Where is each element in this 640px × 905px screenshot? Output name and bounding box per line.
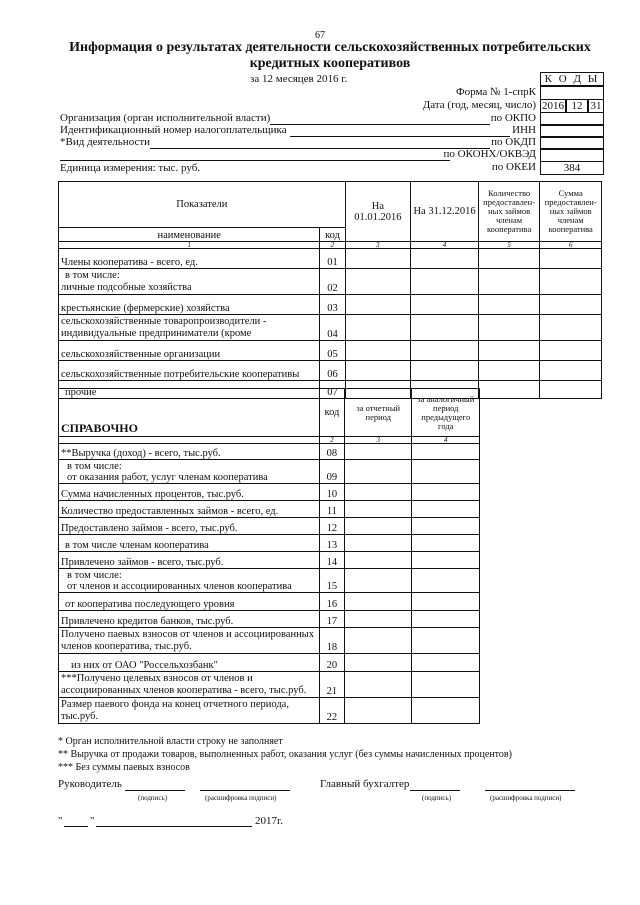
row-code: 07 <box>320 381 345 399</box>
row-name <box>59 672 320 698</box>
cell[interactable] <box>412 535 480 552</box>
row-code: 03 <box>320 295 345 315</box>
date-quote-close: " <box>90 815 95 827</box>
accountant-signature-caption: (подпись) <box>422 794 452 802</box>
org-field[interactable] <box>270 124 490 125</box>
inn-label-left: Идентификационный номер налогоплательщика <box>60 124 287 136</box>
sign-year: 2017г. <box>255 815 284 827</box>
row-name <box>59 698 320 724</box>
cell[interactable] <box>345 518 412 535</box>
cell[interactable] <box>345 552 412 569</box>
row-name: Привлечено кредитов банков, тыс.руб. <box>59 611 320 628</box>
reference-table <box>58 388 480 724</box>
inn-label: ИНН <box>512 124 536 136</box>
row-code: 09 <box>319 460 344 484</box>
footnote-1: * Орган исполнительной власти строку не заполняет <box>58 736 283 747</box>
cell[interactable] <box>540 315 602 341</box>
idx2-blank <box>59 437 320 444</box>
reporting-period: за 12 месяцев 2016 г. <box>250 73 348 85</box>
row-main: членов кооператива, тыс.руб. <box>61 641 192 652</box>
cell[interactable] <box>478 341 540 361</box>
cell[interactable] <box>540 381 602 399</box>
head-decoding-line[interactable] <box>200 790 290 791</box>
h2-code: код <box>319 389 344 437</box>
row-name: крестьянские (фермерские) хозяйства <box>59 295 320 315</box>
row-main: индивидуальные предприниматели (кроме <box>61 328 252 339</box>
accountant-decoding-caption: (расшифровка подписи) <box>490 794 562 802</box>
cell[interactable] <box>345 698 412 724</box>
table-row <box>59 269 602 295</box>
table-row <box>59 249 602 269</box>
table-row <box>59 552 480 569</box>
row-name: сельскохозяйственные потребительские кооперативы <box>59 361 320 381</box>
table-row <box>59 628 480 654</box>
row-pre: Размер паевого фонда на конец отчетного периода, <box>61 699 289 710</box>
form-label: Форма № 1-спрК <box>455 86 536 98</box>
page-title <box>40 40 620 72</box>
chief-accountant-label: Главный бухгалтер <box>320 778 410 790</box>
h-name: наименование <box>59 228 320 242</box>
date-quote-open: " <box>58 815 63 827</box>
cell[interactable] <box>345 654 412 672</box>
okdp-label: по ОКДП <box>491 136 536 148</box>
cell[interactable] <box>345 295 411 315</box>
row-pre: ***Получено целевых взносов от членов и <box>61 673 253 684</box>
cell[interactable] <box>411 269 479 295</box>
row-pre: в том числе: <box>67 461 122 472</box>
row-code: 20 <box>319 654 344 672</box>
okei-label: по ОКЕИ <box>491 161 536 173</box>
row-name: Количество предоставленных займов - всего, ед. <box>59 501 320 518</box>
cell[interactable] <box>540 295 602 315</box>
unit-label: Единица измерения: тыс. руб. <box>60 162 201 174</box>
cell[interactable] <box>411 249 479 269</box>
h-code: код <box>320 228 345 242</box>
row-name: Сумма начисленных процентов, тыс.руб. <box>59 484 320 501</box>
footnote-2: ** Выручка от продажи товаров, выполненных работ, оказания услуг (без суммы начисленных процентов) <box>58 749 512 760</box>
okonh-code-box[interactable] <box>540 148 604 162</box>
cell[interactable] <box>345 672 412 698</box>
row-code: 11 <box>319 501 344 518</box>
table-row <box>59 518 480 535</box>
cell[interactable] <box>412 611 480 628</box>
head-label: Руководитель <box>58 778 122 790</box>
inn-field[interactable] <box>290 136 510 137</box>
date-year[interactable]: 2016 <box>542 100 564 112</box>
cell[interactable] <box>345 444 412 460</box>
row-code: 21 <box>319 672 344 698</box>
date-month[interactable]: 12 <box>566 99 588 113</box>
row-code: 04 <box>320 315 345 341</box>
cell[interactable] <box>412 501 480 518</box>
idx2-3: 3 <box>345 437 412 444</box>
table-row <box>59 484 480 501</box>
row-code: 01 <box>320 249 345 269</box>
table-row <box>59 672 480 698</box>
title-line-1: Информация о результатах деятельности сельскохозяйственных потребительских <box>69 40 591 55</box>
table-row <box>59 654 480 672</box>
row-name: в том числе членам кооператива <box>59 535 320 552</box>
h-count: Количество предоставлен-ных займов членам кооператива <box>478 182 540 242</box>
row-pre: Получено паевых взносов от членов и ассоциированных <box>61 629 314 640</box>
h-date1: На 01.01.2016 <box>345 182 411 242</box>
row-code: 05 <box>320 341 345 361</box>
cell[interactable] <box>478 315 540 341</box>
row-code: 18 <box>319 628 344 654</box>
cell[interactable] <box>412 698 480 724</box>
cell[interactable] <box>345 535 412 552</box>
table-row <box>59 501 480 518</box>
cell[interactable] <box>345 611 412 628</box>
row-code: 02 <box>320 269 345 295</box>
idx-1: 1 <box>59 242 320 249</box>
row-code: 12 <box>319 518 344 535</box>
org-label: Организация (орган исполнительной власти) <box>60 112 271 124</box>
row-name <box>59 569 320 593</box>
date-label: Дата (год, месяц, число) <box>422 99 536 111</box>
footnotes <box>58 735 512 774</box>
row-main: ассоциированных членов кооператива - всего, тыс.руб. <box>61 685 307 696</box>
cell[interactable] <box>478 295 540 315</box>
row-name: Привлечено займов - всего, тыс.руб. <box>59 552 320 569</box>
table-row <box>59 361 602 381</box>
cell[interactable] <box>540 249 602 269</box>
idx-5: 5 <box>478 242 540 249</box>
idx2-4: 4 <box>412 437 480 444</box>
table-row <box>59 535 480 552</box>
cell[interactable] <box>412 552 480 569</box>
row-name: сельскохозяйственные организации <box>59 341 320 361</box>
row-name: прочие <box>59 381 320 399</box>
cell[interactable] <box>411 295 479 315</box>
row-main: личные подсобные хозяйства <box>61 282 192 293</box>
okpo-label: по ОКПО <box>490 112 536 124</box>
row-code: 15 <box>319 569 344 593</box>
row-code: 10 <box>319 484 344 501</box>
table-row <box>59 295 602 315</box>
cell[interactable] <box>411 341 479 361</box>
row-code: 14 <box>319 552 344 569</box>
row-name: Члены кооператива - всего, ед. <box>59 249 320 269</box>
activity-field-2[interactable] <box>60 160 450 161</box>
head-signature-line[interactable] <box>125 790 185 791</box>
cell[interactable] <box>411 315 479 341</box>
h-sum: Сумма предоставлен-ных займов членам кооператива <box>540 182 602 242</box>
cell[interactable] <box>345 249 411 269</box>
idx2-2: 2 <box>319 437 344 444</box>
row-code: 17 <box>319 611 344 628</box>
table-row <box>59 569 480 593</box>
table-row <box>59 315 602 341</box>
table-row <box>59 341 602 361</box>
row-name: из них от ОАО "Россельхозбанк" <box>59 654 320 672</box>
members-table <box>58 181 602 399</box>
row-code: 22 <box>319 698 344 724</box>
cell[interactable] <box>345 628 412 654</box>
date-day[interactable]: 31 <box>588 99 604 113</box>
cell[interactable] <box>412 444 480 460</box>
reference-title: СПРАВОЧНО <box>59 389 320 437</box>
row-name <box>59 315 320 341</box>
table-row <box>59 593 480 611</box>
codes-header: К О Д Ы <box>540 72 604 86</box>
cell[interactable] <box>345 315 411 341</box>
activity-field[interactable] <box>150 148 490 149</box>
row-name <box>59 460 320 484</box>
cell[interactable] <box>412 484 480 501</box>
idx-3: 3 <box>345 242 411 249</box>
okei-code-box[interactable]: 384 <box>540 161 604 175</box>
row-name: **Выручка (доход) - всего, тыс.руб. <box>59 444 320 460</box>
cell[interactable] <box>345 593 412 611</box>
cell[interactable] <box>345 361 411 381</box>
cell[interactable] <box>412 654 480 672</box>
idx-2: 2 <box>320 242 345 249</box>
page-number: 67 <box>315 30 325 41</box>
activity-label: *Вид деятельности <box>60 136 151 148</box>
row-name: Предоставлено займов - всего, тыс.руб. <box>59 518 320 535</box>
cell[interactable] <box>412 593 480 611</box>
row-pre: сельскохозяйственные товаропроизводители - <box>61 316 267 327</box>
cell[interactable] <box>345 460 412 484</box>
cell[interactable] <box>540 269 602 295</box>
cell[interactable] <box>345 501 412 518</box>
row-pre: в том числе: <box>67 570 122 581</box>
accountant-decoding-line[interactable] <box>485 790 575 791</box>
sign-day-line[interactable] <box>64 826 88 827</box>
cell[interactable] <box>478 249 540 269</box>
sign-month-line[interactable] <box>96 826 252 827</box>
idx-6: 6 <box>540 242 602 249</box>
table-row <box>59 611 480 628</box>
cell[interactable] <box>411 361 479 381</box>
cell[interactable] <box>345 269 411 295</box>
cell[interactable] <box>412 672 480 698</box>
row-code: 16 <box>319 593 344 611</box>
row-code: 08 <box>319 444 344 460</box>
h-indicators: Показатели <box>59 182 346 228</box>
accountant-signature-line[interactable] <box>410 790 460 791</box>
row-main: от оказания работ, услуг членам кооператива <box>67 472 268 483</box>
cell[interactable] <box>478 269 540 295</box>
cell[interactable] <box>478 381 540 399</box>
cell[interactable] <box>412 628 480 654</box>
cell[interactable] <box>412 569 480 593</box>
row-name <box>59 269 320 295</box>
table-row <box>59 444 480 460</box>
cell[interactable] <box>345 569 412 593</box>
table-row <box>59 460 480 484</box>
row-name: от кооператива последующего уровня <box>59 593 320 611</box>
table-row <box>59 698 480 724</box>
cell[interactable] <box>540 361 602 381</box>
cell[interactable] <box>478 361 540 381</box>
cell[interactable] <box>412 518 480 535</box>
okonh-label: по ОКОНХ/ОКВЭД <box>443 148 536 160</box>
row-name <box>59 628 320 654</box>
cell[interactable] <box>345 341 411 361</box>
head-signature-caption: (подпись) <box>138 794 168 802</box>
h-date2: На 31.12.2016 <box>411 182 479 242</box>
title-line-2: кредитных кооперативов <box>249 56 411 71</box>
form-code-box[interactable] <box>540 86 604 100</box>
cell[interactable] <box>540 341 602 361</box>
row-code: 06 <box>320 361 345 381</box>
h2-current: за отчетный период <box>345 389 412 437</box>
footnote-3: *** Без суммы паевых взносов <box>58 762 190 773</box>
h2-prev: за аналогичный период предыдущего года <box>412 389 480 437</box>
row-main: тыс.руб. <box>61 711 99 722</box>
idx-4: 4 <box>411 242 479 249</box>
row-pre: в том числе: <box>65 270 120 281</box>
cell[interactable] <box>345 484 412 501</box>
row-main: от членов и ассоциированных членов кооператива <box>67 581 292 592</box>
head-decoding-caption: (расшифровка подписи) <box>205 794 277 802</box>
row-code: 13 <box>319 535 344 552</box>
cell[interactable] <box>412 460 480 484</box>
